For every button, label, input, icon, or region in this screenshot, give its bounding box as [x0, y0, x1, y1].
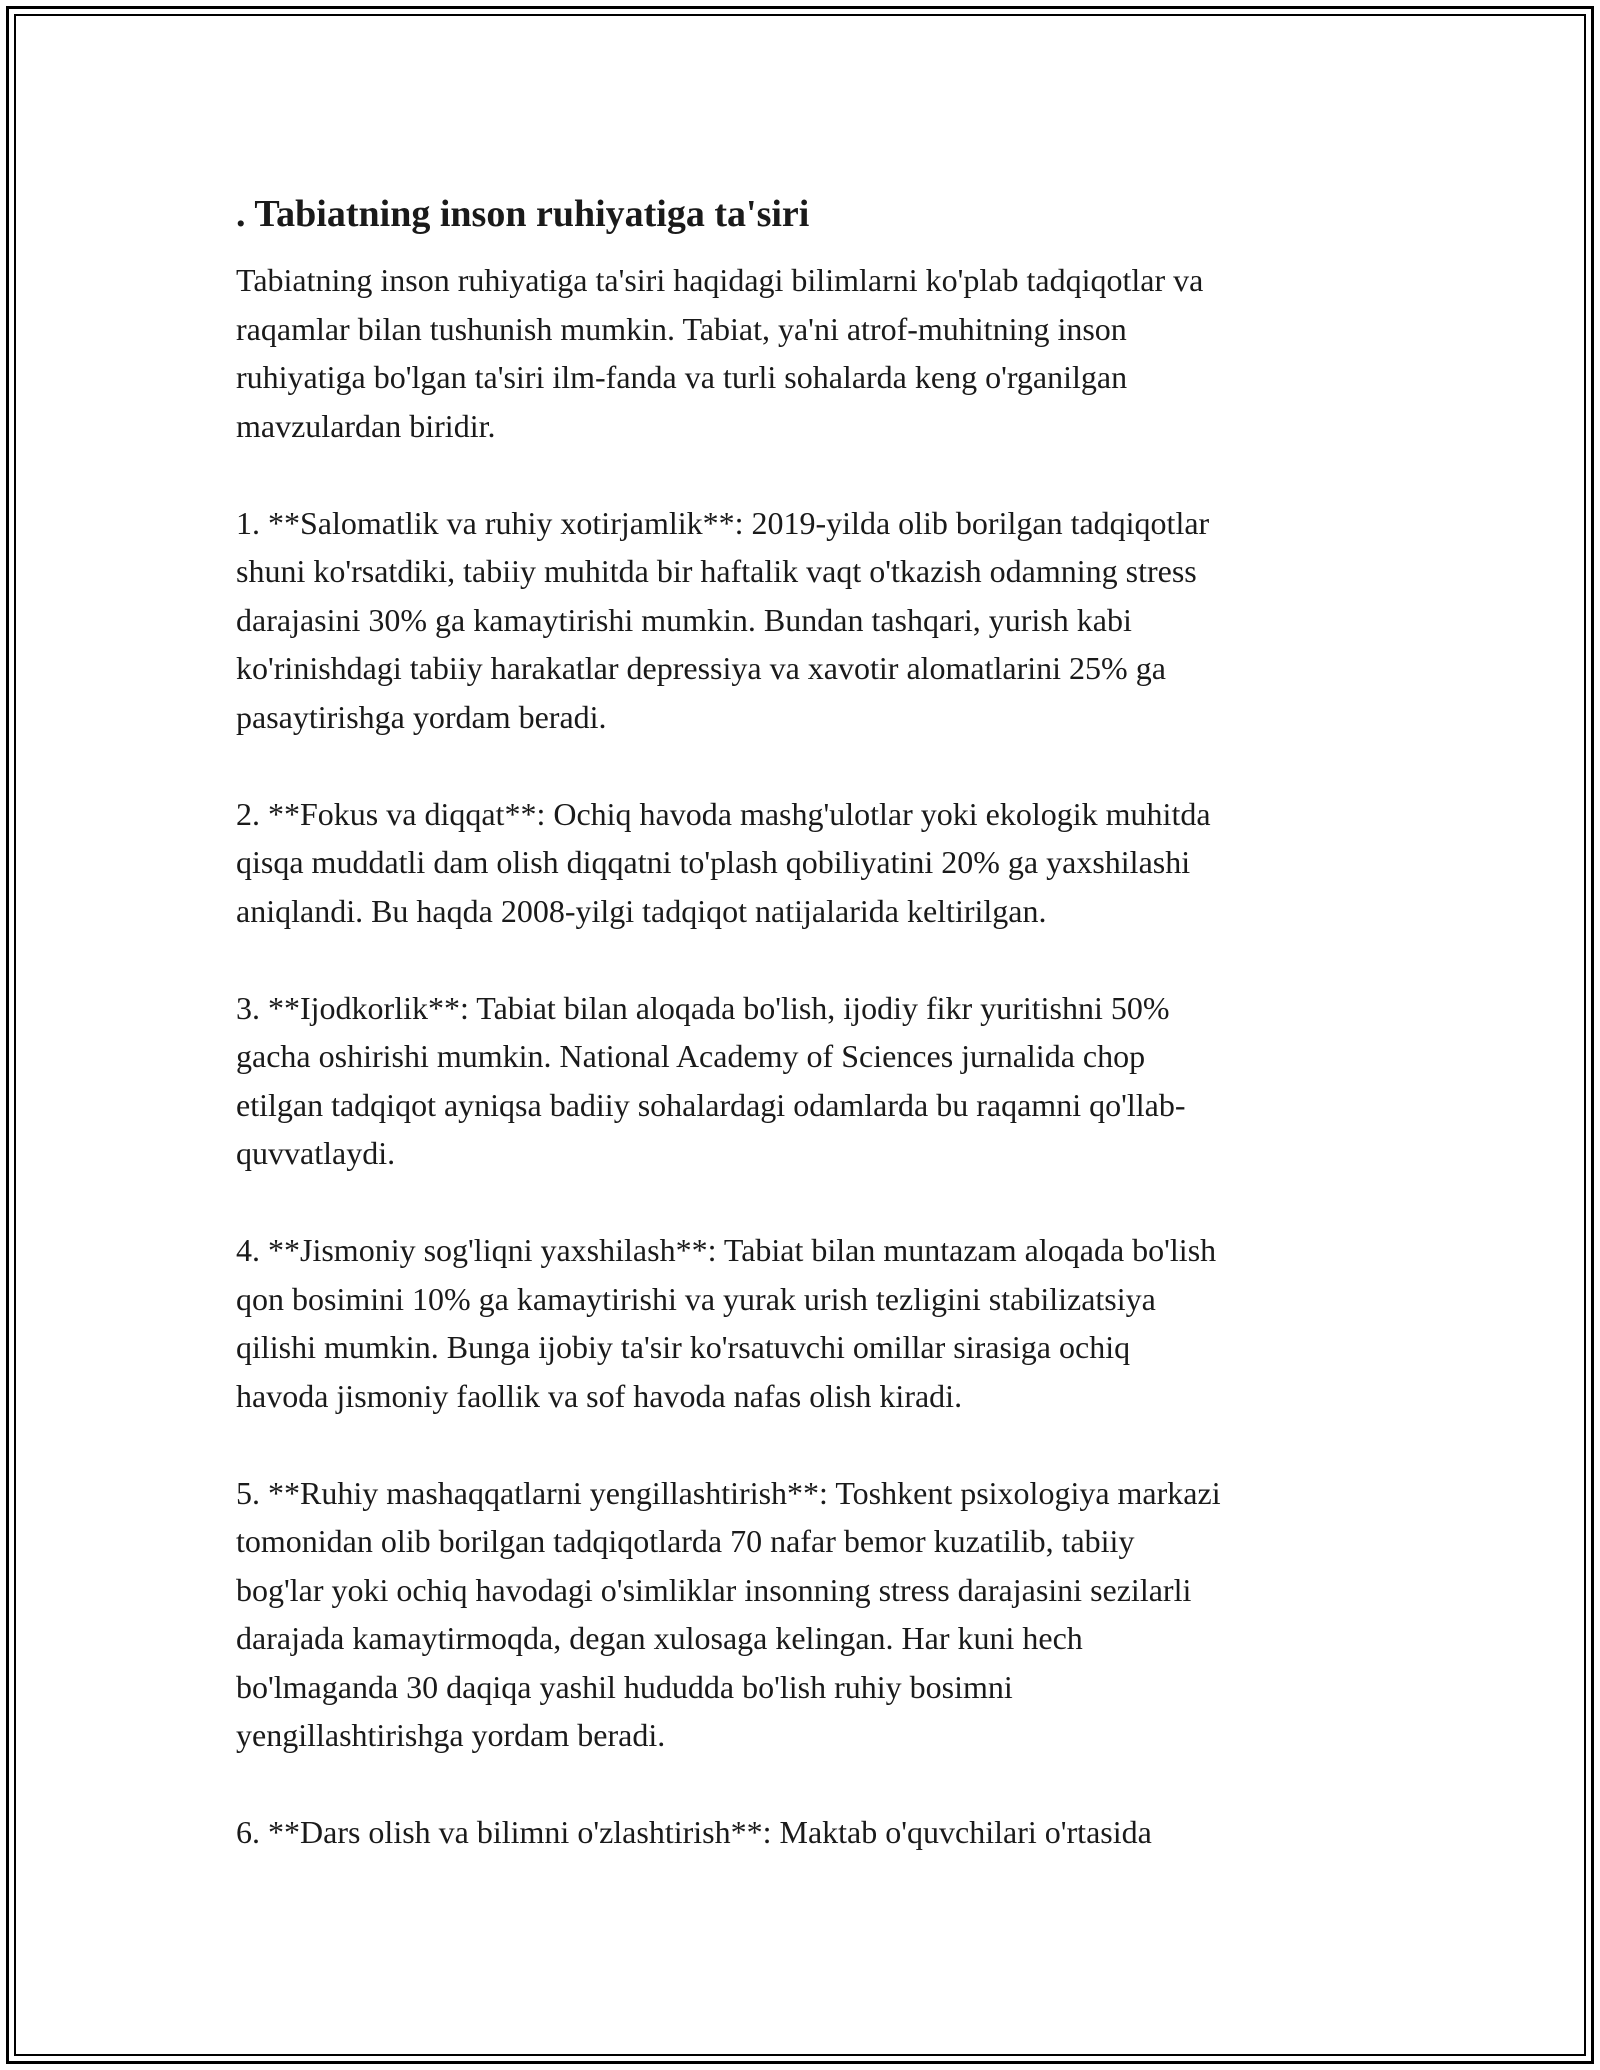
text-line: ko'rinishdagi tabiiy harakatlar depressiya va xavotir alomatlarini 25% ga: [236, 650, 1166, 686]
text-line: ruhiyatiga bo'lgan ta'siri ilm-fanda va turli sohalarda keng o'rganilgan: [236, 359, 1128, 395]
list-item-6-paragraph: [236, 1808, 1386, 1857]
text-line: shuni ko'rsatdiki, tabiiy muhitda bir haftalik vaqt o'tkazish odamning stress: [236, 553, 1197, 589]
text-line: 6. **Dars olish va bilimni o'zlashtirish**: Maktab o'quvchilari o'rtasida: [236, 1814, 1152, 1850]
text-line: qon bosimini 10% ga kamaytirishi va yurak urish tezligini stabilizatsiya: [236, 1280, 1156, 1317]
intro-paragraph: [236, 256, 1386, 450]
document-page: [236, 186, 1386, 1905]
text-line: darajasini 30% ga kamaytirishi mumkin. Bundan tashqari, yurish kabi: [236, 601, 1132, 638]
text-line: tomonidan olib borilgan tadqiqotlarda 70 nafar bemor kuzatilib, tabiiy: [236, 1523, 1135, 1559]
text-line: bog'lar yoki ochiq havodagi o'simliklar insonning stress darajasini sezilarli: [236, 1571, 1192, 1608]
text-line: pasaytirishga yordam beradi.: [236, 698, 607, 735]
text-line: etilgan tadqiqot ayniqsa badiiy sohalardagi odamlarda bu raqamni qo'llab-: [236, 1086, 1186, 1123]
text-line: havoda jismoniy faollik va sof havoda nafas olish kiradi.: [236, 1377, 963, 1414]
text-line: raqamlar bilan tushunish mumkin. Tabiat, ya'ni atrof-muhitning inson: [236, 310, 1127, 347]
list-item-4-paragraph: [236, 1226, 1386, 1420]
text-line: yengillashtirishga yordam beradi.: [236, 1717, 666, 1753]
text-line: quvvatlaydi.: [236, 1135, 396, 1171]
text-line: qisqa muddatli dam olish diqqatni to'plash qobiliyatini 20% ga yaxshilashi: [236, 844, 1191, 880]
text-line: bo'lmaganda 30 daqiqa yashil hududda bo'lish ruhiy bosimni: [236, 1668, 1013, 1705]
text-line: 4. **Jismoniy sog'liqni yaxshilash**: Tabiat bilan muntazam aloqada bo'lish: [236, 1232, 1217, 1268]
text-line: 1. **Salomatlik va ruhiy xotirjamlik**: 2019-yilda olib borilgan tadqiqotlar: [236, 504, 1210, 541]
list-item-2-paragraph: [236, 790, 1386, 936]
list-item-1-paragraph: [236, 499, 1386, 742]
text-line: Tabiatning inson ruhiyatiga ta'siri haqidagi bilimlarni ko'plab tadqiqotlar va: [236, 262, 1204, 298]
text-line: darajada kamaytirmoqda, degan xulosaga kelingan. Har kuni hech: [236, 1620, 1083, 1656]
text-line: gacha oshirishi mumkin. National Academy of Sciences jurnalida chop: [236, 1038, 1146, 1074]
list-item-5-paragraph: [236, 1469, 1386, 1760]
list-item-3-paragraph: [236, 984, 1386, 1178]
text-line: 2. **Fokus va diqqat**: Ochiq havoda mashg'ulotlar yoki ekologik muhitda: [236, 795, 1211, 832]
text-line: 5. **Ruhiy mashaqqatlarni yengillashtirish**: Toshkent psixologiya markazi: [236, 1474, 1221, 1511]
text-line: mavzulardan biridir.: [236, 407, 496, 444]
text-line: qilishi mumkin. Bunga ijobiy ta'sir ko'rsatuvchi omillar sirasiga ochiq: [236, 1329, 1131, 1365]
text-line: aniqlandi. Bu haqda 2008-yilgi tadqiqot natijalarida keltirilgan.: [236, 892, 1047, 929]
document-title: . Tabiatning inson ruhiyatiga ta'siri: [236, 193, 810, 235]
text-line: 3. **Ijodkorlik**: Tabiat bilan aloqada bo'lish, ijodiy fikr yuritishni 50%: [236, 989, 1170, 1026]
